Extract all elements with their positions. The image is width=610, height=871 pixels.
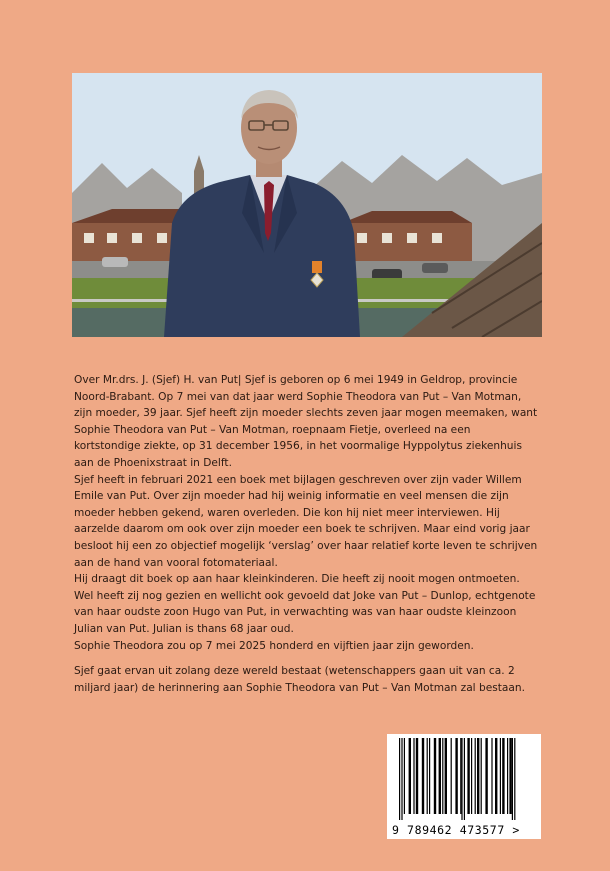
barcode-bar	[445, 738, 447, 814]
barcode-bar	[491, 738, 492, 814]
barcode-bar	[427, 738, 428, 814]
barcode-guard-bar	[399, 738, 400, 820]
barcode-bar	[451, 738, 452, 814]
barcode-guard-bar	[464, 738, 465, 820]
barcode-bar	[439, 738, 441, 814]
barcode-bar	[429, 738, 430, 814]
barcode-bar	[495, 738, 497, 814]
barcode-bar	[434, 738, 436, 814]
barcode-bar	[481, 738, 482, 814]
barcode-bar	[477, 738, 479, 814]
bio-paragraph: Sophie Theodora zou op 7 mei 2025 honderd en vijftien jaar zijn geworden.	[74, 639, 474, 652]
barcode-bar	[460, 738, 461, 814]
barcode-bar	[502, 738, 504, 814]
barcode-bar	[471, 738, 472, 814]
barcode-bar	[416, 738, 418, 814]
barcode-bar	[507, 738, 508, 814]
barcode-bar	[442, 738, 443, 814]
barcode-guard-bar	[401, 738, 402, 820]
isbn-digits: 9 789462 473577	[392, 823, 505, 837]
barcode-bar	[409, 738, 411, 814]
barcode-bar	[475, 738, 476, 814]
barcode-bar	[500, 738, 501, 814]
isbn-end-mark: >	[512, 823, 520, 837]
author-photo	[72, 73, 542, 337]
bio-paragraph: Sjef heeft in februari 2021 een boek met bijlagen geschreven over zijn vader Willem Emile van Put. Over zijn moeder had hij weinig informatie en veel mensen die zijn moeder hebben gekend, waren overleden. Die kon hij niet meer interviewen. Hij aarzelde daarom om ook over zijn moeder een boek te schrijven. Maar eind vorig jaar besloot hij een zo objectief mogelijk ‘verslag’ over haar relatief korte leven te schrijven aan de hand van vooral fotomateriaal.	[74, 473, 538, 569]
barcode-guard-bar	[461, 738, 462, 820]
barcode-guard-bar	[514, 738, 515, 820]
author-portrait-image	[72, 73, 542, 337]
bio-paragraph: Over Mr.drs. J. (Sjef) H. van Put| Sjef is geboren op 6 mei 1949 in Geldrop, provincie Noord-Brabant. Op 7 mei van dat jaar werd Sophie Theodora van Put – Van Motman, zijn moeder, 39 jaar. Sjef heeft zijn moeder slechts zeven jaar mogen meemaken, want Sophie Theodora van Put – Van Motman, roepnaam Fietje, overleed na een kortstondige ziekte, op 31 december 1956, in het voormalige Hyppolytus ziekenhuis aan de Phoenixstraat in Delft.	[74, 374, 538, 469]
barcode-bar	[509, 738, 511, 814]
isbn-number	[392, 823, 538, 837]
bio-closing-paragraph: Sjef gaat ervan uit zolang deze wereld bestaat (wetenschappers gaan uit van ca. 2 miljard jaar) de herinnering aan Sophie Theodora van Put – Van Motman zal bestaan.	[74, 665, 525, 694]
isbn-barcode	[387, 734, 541, 839]
barcode-bar	[455, 738, 457, 814]
barcode-bars	[387, 734, 541, 822]
barcode-bar	[467, 738, 469, 814]
bio-paragraph: Hij draagt dit boek op aan haar kleinkinderen. Die heeft zij nooit mogen ontmoeten. Wel heeft zij nog gezien en wellicht ook gevoeld dat Joke van Put – Dunlop, echtgenote van haar oudste zoon Hugo van Put, in verwachting was van haar oudste kleinzoon Julian van Put. Julian is thans 68 jaar oud.	[74, 573, 536, 635]
barcode-bar	[422, 738, 424, 814]
author-biography	[74, 372, 538, 696]
barcode-guard-bar	[512, 738, 513, 820]
barcode-bar	[413, 738, 414, 814]
barcode-bar	[404, 738, 405, 814]
barcode-bar	[485, 738, 487, 814]
